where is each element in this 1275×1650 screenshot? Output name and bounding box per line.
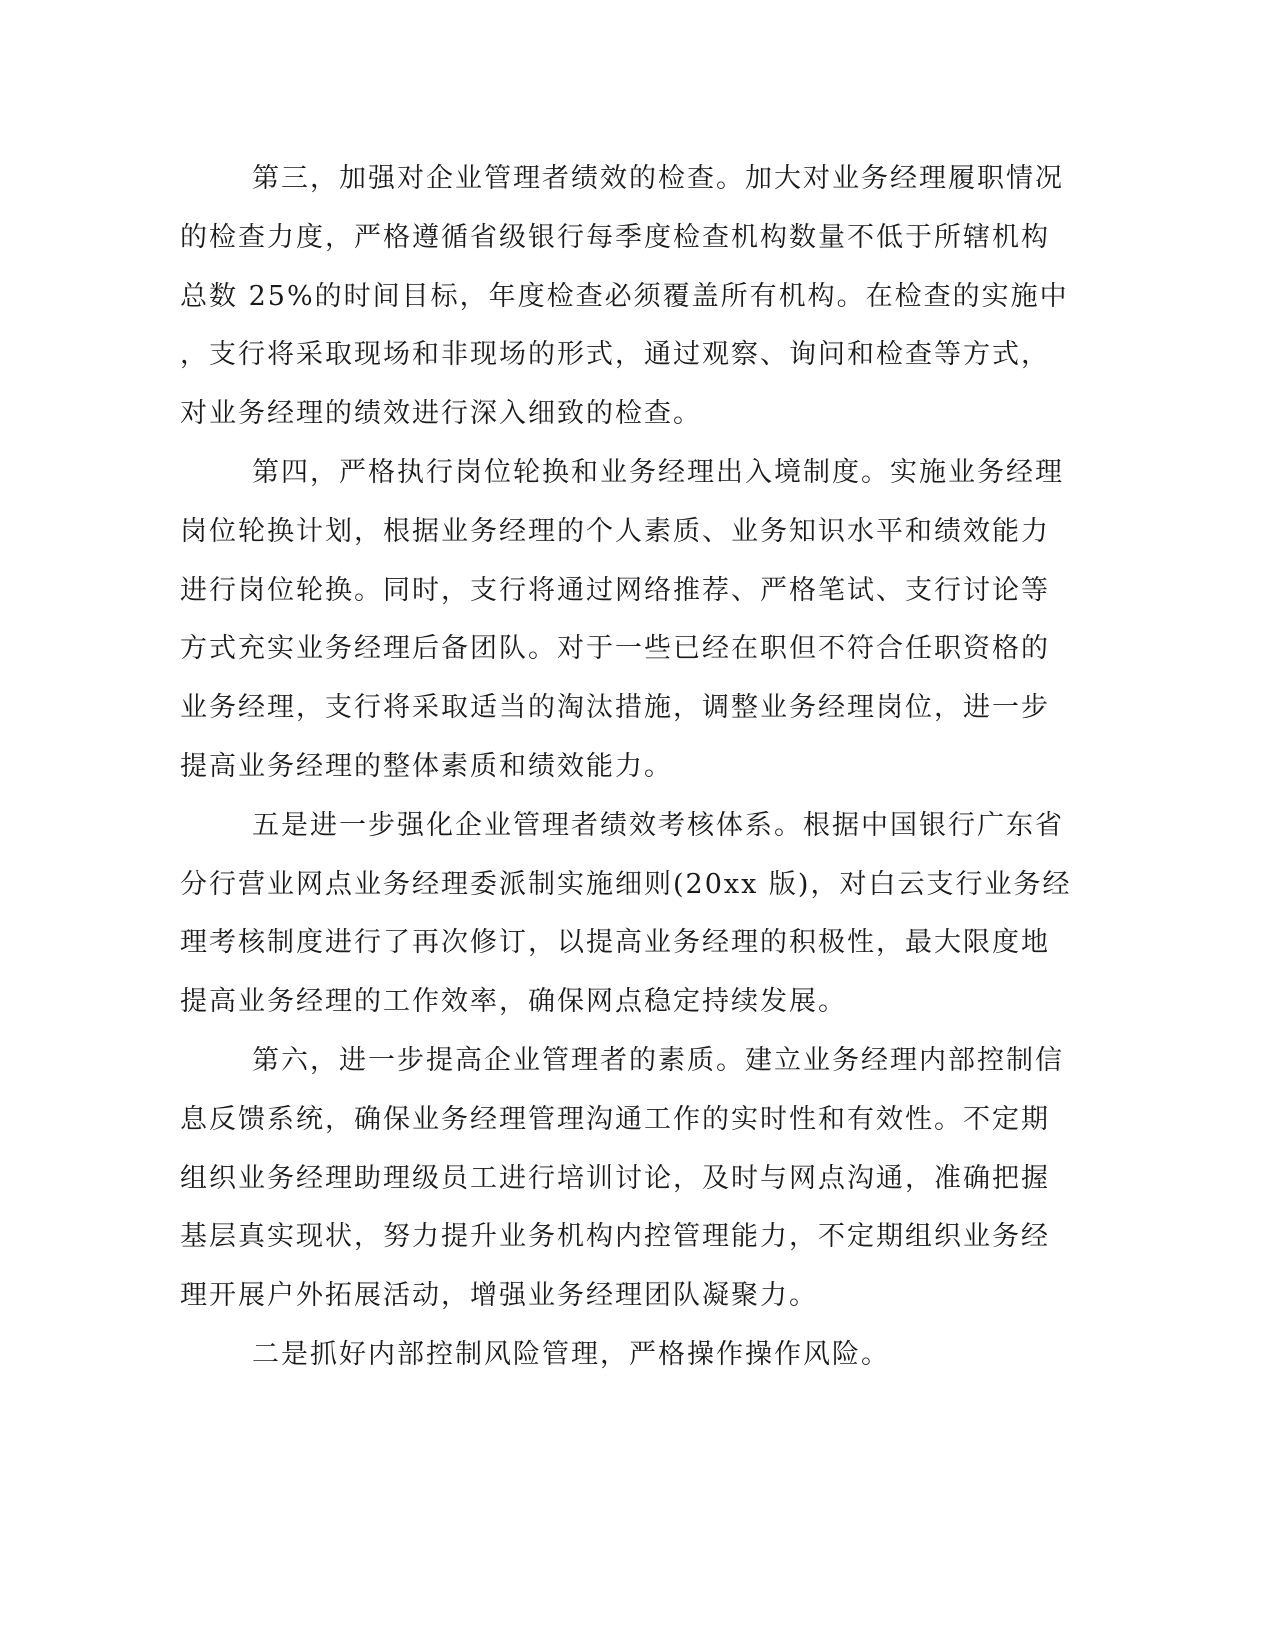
paragraph-line: 息反馈系统，确保业务经理管理沟通工作的实时性和有效性。不定期 xyxy=(180,1103,1050,1135)
paragraph-line: 对业务经理的绩效进行深入细致的检查。 xyxy=(180,398,702,430)
paragraph-line: 方式充实业务经理后备团队。对于一些已经在职但不符合任职资格的 xyxy=(180,633,1050,665)
paragraph-line: 分行营业网点业务经理委派制实施细则(20xx 版)，对白云支行业务经 xyxy=(180,868,1072,900)
paragraph-section-3 xyxy=(180,150,1069,444)
paragraph-line: 的检查力度，严格遵循省级银行每季度检查机构数量不低于所辖机构 xyxy=(180,221,1050,253)
paragraph-section-5 xyxy=(180,797,1072,1032)
paragraph-risk-management xyxy=(180,1326,1040,1385)
paragraph-section-6 xyxy=(180,1032,1064,1326)
paragraph-line: 第六，进一步提高企业管理者的素质。建立业务经理内部控制信 xyxy=(252,1044,1064,1076)
paragraph-line: 提高业务经理的工作效率，确保网点稳定持续发展。 xyxy=(180,986,847,1018)
paragraph-line: 提高业务经理的整体素质和绩效能力。 xyxy=(180,750,673,782)
paragraph-line: ，支行将采取现场和非现场的形式，通过观察、询问和检查等方式， xyxy=(180,339,1050,371)
document-body xyxy=(180,150,1072,1385)
paragraph-line: 二是抓好内部控制风险管理，严格操作操作风险。 xyxy=(252,1338,890,1370)
paragraph-line: 组织业务经理助理级员工进行培训讨论，及时与网点沟通，准确把握 xyxy=(180,1162,1050,1194)
paragraph-line: 基层真实现状，努力提升业务机构内控管理能力，不定期组织业务经 xyxy=(180,1221,1050,1253)
paragraph-line: 第四，严格执行岗位轮换和业务经理出入境制度。实施业务经理 xyxy=(252,456,1064,488)
paragraph-section-4 xyxy=(180,444,1064,797)
paragraph-line: 第三，加强对企业管理者绩效的检查。加大对业务经理履职情况 xyxy=(252,163,1064,194)
paragraph-line: 总数 25%的时间目标，年度检查必须覆盖所有机构。在检查的实施中 xyxy=(180,280,1069,312)
paragraph-line: 理开展户外拓展活动，增强业务经理团队凝聚力。 xyxy=(180,1280,818,1312)
paragraph-line: 业务经理，支行将采取适当的淘汰措施，调整业务经理岗位，进一步 xyxy=(180,692,1050,724)
paragraph-line: 岗位轮换计划，根据业务经理的个人素质、业务知识水平和绩效能力 xyxy=(180,515,1050,547)
paragraph-line: 五是进一步强化企业管理者绩效考核体系。根据中国银行广东省 xyxy=(252,809,1064,841)
paragraph-line: 理考核制度进行了再次修订，以提高业务经理的积极性，最大限度地 xyxy=(180,927,1050,959)
paragraph-line: 进行岗位轮换。同时，支行将通过网络推荐、严格笔试、支行讨论等 xyxy=(180,574,1050,606)
